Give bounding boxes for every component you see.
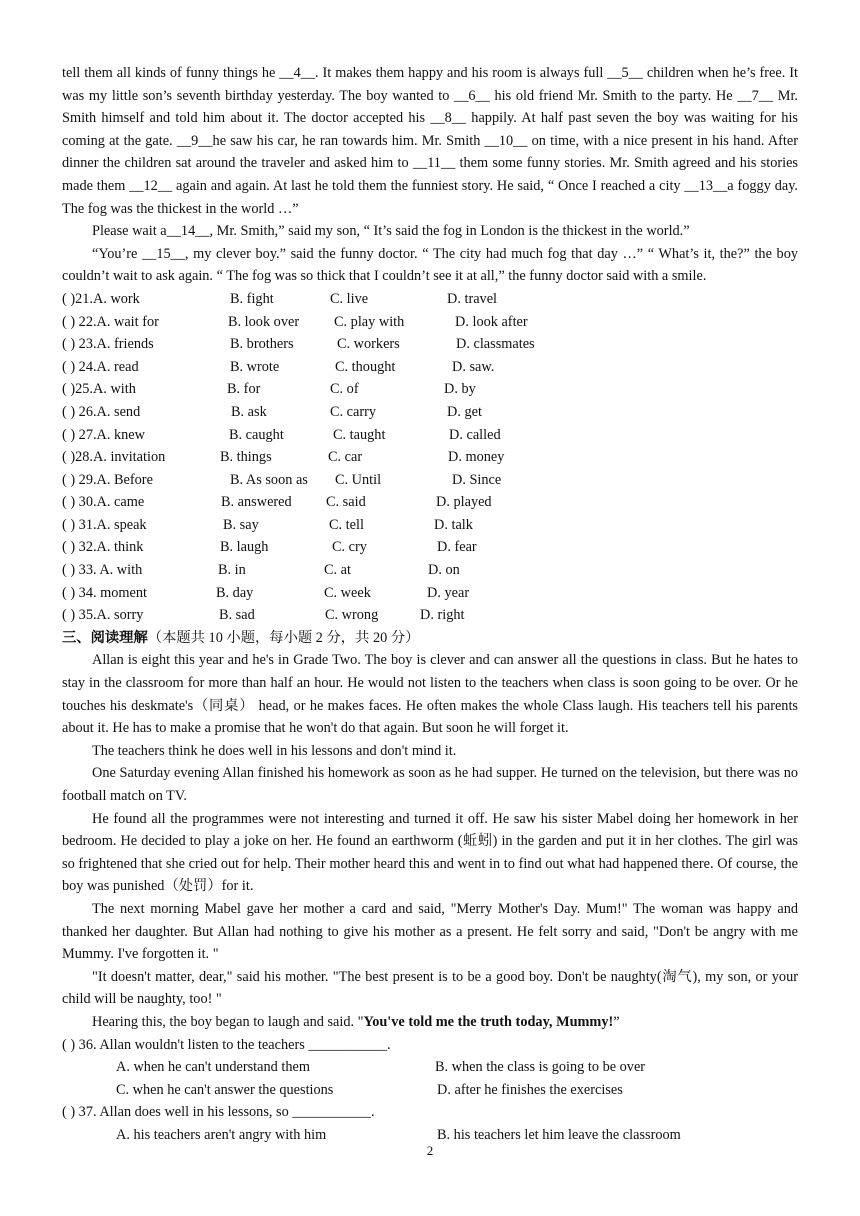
option-row: ( ) 33. A. with B. in C. at D. on xyxy=(62,562,460,579)
cloze-paragraph: tell them all kinds of funny things he __4__. It makes them happy and his room is always full __5__ children when he’s free. It was my little son’s seventh birthday yesterday. The boy wanted to __6__ his old friend Mr. Smith to the party. He __7__ Mr. Smith himself and told him about it. The doctor accepted his __8__ happily. At half past seven the boy was waiting for his coming at the gate. __9__he saw his car, he ran towards him. Mr. Smith __10__ on time, with a nice present in his hand. After dinner the children sat around the traveler and asked him to __11__ them some funny stories. Mr. Smith agreed and his stories made them __12__ again and again. At last he told them the funniest story. He said, “ Once I reached a city __13__a foggy day. The fog was the thickest in the world …” xyxy=(62,65,798,217)
option-c: C. when he can't answer the questions xyxy=(116,1081,334,1098)
question-block xyxy=(62,1034,798,1102)
question-options-row xyxy=(62,1056,798,1079)
option-row: ( ) 27.A. knew B. caught C. taught D. called xyxy=(62,426,501,443)
option-a: A. when he can't understand them xyxy=(116,1059,310,1076)
option-row: ( ) 32.A. think B. laugh C. cry D. fear xyxy=(62,539,477,556)
option-d: D. after he finishes the exercises xyxy=(437,1081,623,1098)
reading-paragraph: "It doesn't matter, dear," said his mother. "The best present is to be a good boy. Don't be naughty(淘气), my son, or your child will be naughty, too! " xyxy=(62,968,798,1008)
cloze-options-list xyxy=(62,288,798,627)
reading-paragraph: The teachers think he does well in his lessons and don't mind it. xyxy=(92,742,457,759)
exam-page xyxy=(62,62,798,1147)
question-block xyxy=(62,1101,798,1146)
option-row: ( ) 23.A. friends B. brothers C. workers D. classmates xyxy=(62,336,535,353)
question-stem: ( ) 37. Allan does well in his lessons, so ___________. xyxy=(62,1104,375,1121)
cloze-paragraph: “You’re __15__, my clever boy.” said the funny doctor. “ The city had much fog that day …” “ What’s it, the?” the boy couldn’t wait to ask again. “ The fog was so thick that I couldn’t see it at all,” the funny doctor said with a smile. xyxy=(62,245,798,285)
option-row: ( )21.A. work B. fight C. live D. travel xyxy=(62,290,498,307)
option-row: ( )28.A. invitation B. things C. car D. money xyxy=(62,449,505,466)
reading-paragraph: The next morning Mabel gave her mother a card and said, "Merry Mother's Day. Mum!" The woman was happy and thanked her daughter. But Allan had nothing to give his mother as a present. He felt sorry and said, "Don't be angry with me Mummy. I've forgotten it. " xyxy=(62,900,798,963)
reading-paragraph: He found all the programmes were not interesting and turned it off. He saw his sister Mabel doing her homework in her bedroom. He decided to play a joke on her. He found an earthworm (蚯蚓) in the garden and put it in her clothes. The girl was so frightened that she cried out for help. Their mother heard this and went in to find out what had happened there. Of course, the boy was punished（处罚）for it. xyxy=(62,810,798,895)
option-row: ( )25.A. with B. for C. of D. by xyxy=(62,381,476,398)
option-a: A. his teachers aren't angry with him xyxy=(116,1126,327,1143)
option-row: ( ) 29.A. Before B. As soon as C. Until D. Since xyxy=(62,471,502,488)
cloze-paragraph: Please wait a__14__, Mr. Smith,” said my son, “ It’s said the fog in London is the thickest in the world.” xyxy=(92,223,690,240)
option-b: B. his teachers let him leave the classroom xyxy=(437,1126,681,1143)
option-row: ( ) 31.A. speak B. say C. tell D. talk xyxy=(62,516,473,533)
question-stem: ( ) 36. Allan wouldn't listen to the teachers ___________. xyxy=(62,1036,391,1053)
bold-quote: You've told me the truth today, Mummy! xyxy=(363,1013,614,1030)
reading-paragraph: Hearing this, the boy began to laugh and said. "You've told me the truth today, Mummy!” xyxy=(92,1013,620,1030)
option-row: ( ) 22.A. wait for B. look over C. play with D. look after xyxy=(62,313,528,330)
section-heading xyxy=(62,627,798,650)
option-row: ( ) 24.A. read B. wrote C. thought D. saw. xyxy=(62,358,495,375)
option-row: ( ) 34. moment B. day C. week D. year xyxy=(62,584,470,601)
page-number: 2 xyxy=(426,1143,434,1158)
section-title: 三、阅读理解 xyxy=(62,629,148,646)
option-b: B. when the class is going to be over xyxy=(435,1059,646,1076)
reading-paragraph: One Saturday evening Allan finished his homework as soon as he had supper. He turned on the television, but there was no football match on TV. xyxy=(62,765,798,804)
option-row: ( ) 35.A. sorry B. sad C. wrong D. right xyxy=(62,607,465,624)
section-subtitle: （本题共 10 小题，每小题 2 分，共 20 分） xyxy=(147,629,420,646)
option-row: ( ) 26.A. send B. ask C. carry D. get xyxy=(62,403,482,420)
reading-paragraph: Allan is eight this year and he's in Grade Two. The boy is clever and can answer all the questions in class. But he hates to stay in the classroom for more than half an hour. He would not listen to the teachers when class is soon going to be over. Or he touches his deskmate's（同桌） head, or he makes faces. He often makes the whole Class laugh. His teachers tell his parents about it. He has to make a promise that he won't do that again. But soon he will forget it. xyxy=(62,652,798,737)
question-options-row xyxy=(62,1079,798,1102)
option-row: ( ) 30.A. came B. answered C. said D. played xyxy=(62,494,492,511)
